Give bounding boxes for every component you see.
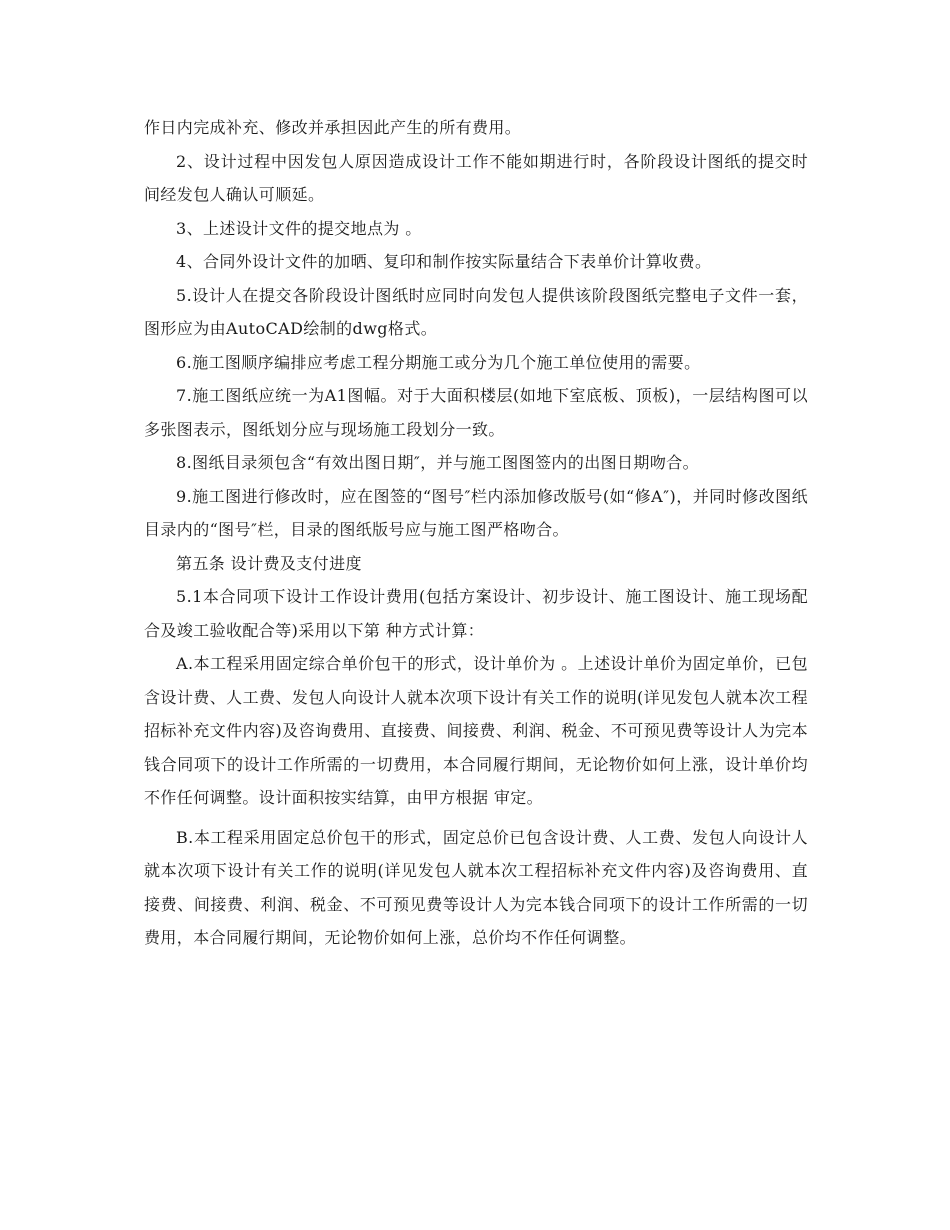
paragraph-option-a: A.本工程采用固定综合单价包干的形式，设计单价为 。上述设计单价为固定单价，已包含设计费、人工费、发包人向设计人就本次项下设计有关工作的说明(详见发包人就本次工程招标补充文件内容)及咨询费用、直接费、间接费、利润、税金、不可预见费等设计人为完本钱合同项下的设计工作所需的一切费用，本合同履行期间，无论物价如何上涨，设计单价均不作任何调整。设计面积按实结算，由甲方根据 审定。 bbox=[144, 654, 808, 807]
paragraph-continuation: 作日内完成补充、修改并承担因此产生的所有费用。 bbox=[144, 118, 522, 137]
paragraph-clause-7: 7.施工图纸应统一为A1图幅。对于大面积楼层(如地下室底板、顶板)，一层结构图可以多张图表示，图纸划分应与现场施工段划分一致。 bbox=[144, 386, 808, 439]
paragraph-clause-8: 8.图纸目录须包含“有效出图日期″，并与施工图图签内的出图日期吻合。 bbox=[176, 453, 700, 472]
section-heading-article-5: 第五条 设计费及支付进度 bbox=[176, 553, 362, 573]
paragraph-clause-4: 4、合同外设计文件的加晒、复印和制作按实际量结合下表单价计算收费。 bbox=[176, 252, 712, 271]
paragraph-clause-6: 6.施工图顺序编排应考虑工程分期施工或分为几个施工单位使用的需要。 bbox=[176, 352, 701, 372]
paragraph-clause-9: 9.施工图进行修改时，应在图签的“图号″栏内添加修改版号(如“修A″)，并同时修改图纸目录内的“图号″栏，目录的图纸版号应与施工图严格吻合。 bbox=[144, 486, 808, 539]
document-page bbox=[144, 111, 808, 955]
paragraph-clause-2: 2、设计过程中因发包人原因造成设计工作不能如期进行时，各阶段设计图纸的提交时间经发包人确认可顺延。 bbox=[144, 151, 808, 204]
paragraph-option-b: B.本工程采用固定总价包干的形式，固定总价已包含设计费、人工费、发包人向设计人就本次项下设计有关工作的说明(详见发包人就本次工程招标补充文件内容)及咨询费用、直接费、间接费、利润、税金、不可预见费等设计人为完本钱合同项下的设计工作所需的一切费用，本合同履行期间，无论物价如何上涨，总价均不作任何调整。 bbox=[144, 827, 808, 947]
paragraph-clause-5-1: 5.1本合同项下设计工作设计费用(包括方案设计、初步设计、施工图设计、施工现场配合及竣工验收配合等)采用以下第 种方式计算： bbox=[144, 587, 808, 640]
paragraph-clause-3: 3、上述设计文件的提交地点为 。 bbox=[176, 218, 422, 238]
paragraph-clause-5: 5.设计人在提交各阶段设计图纸时应同时向发包人提供该阶段图纸完整电子文件一套，图形应为由AutoCAD绘制的dwg格式。 bbox=[144, 285, 808, 338]
